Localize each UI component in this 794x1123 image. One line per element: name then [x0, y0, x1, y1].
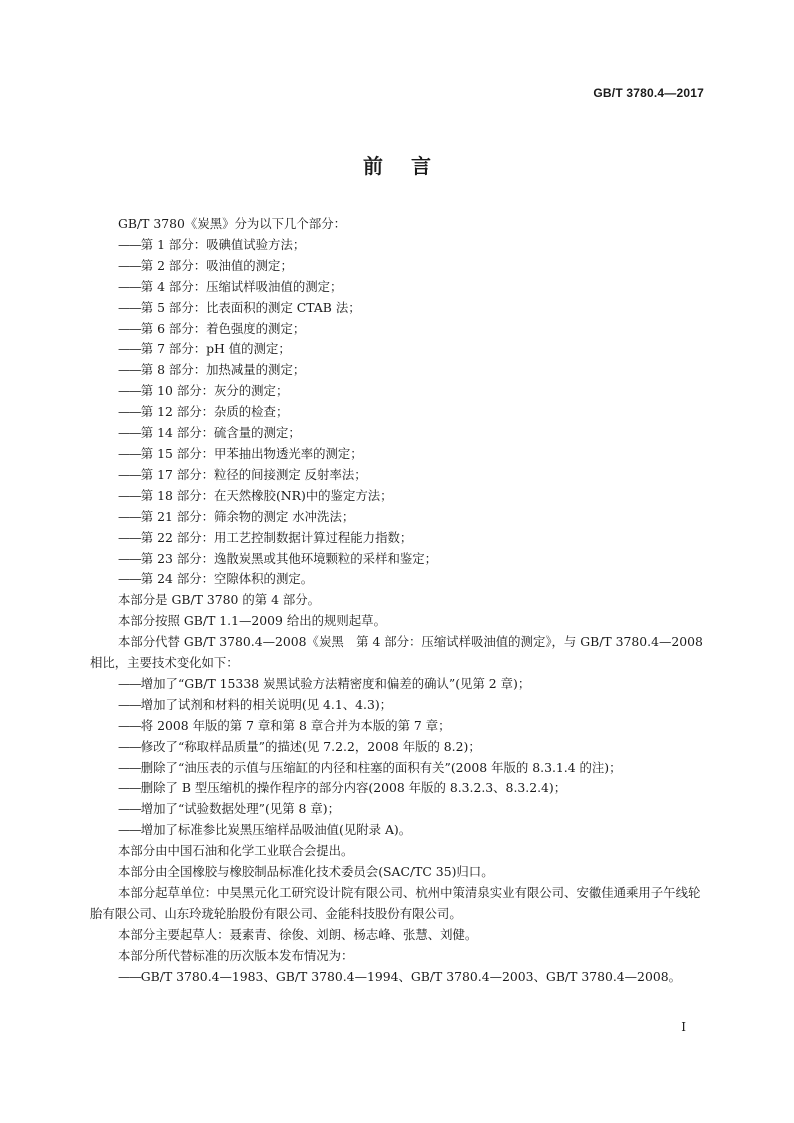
parts-list-item: —— 第 18 部分：在天然橡胶(NR)中的鉴定方法；: [90, 486, 704, 507]
changes-list-item: —— 修改了“称取样品质量”的描述(见 7.2.2，2008 年版的 8.2)；: [90, 737, 704, 758]
changes-list-item: —— 删除了 B 型压缩机的操作程序的部分内容(2008 年版的 8.3.2.3、8.3.2.4)；: [90, 778, 704, 799]
parts-list-item: —— 第 1 部分：吸碘值试验方法；: [90, 235, 704, 256]
parts-list-item: —— 第 4 部分：压缩试样吸油值的测定；: [90, 277, 704, 298]
page-title: 前言: [363, 154, 459, 178]
changes-list-item: —— 增加了试剂和材料的相关说明(见 4.1、4.3)；: [90, 695, 704, 716]
changes-list-item: —— 增加了“试验数据处理”(见第 8 章)；: [90, 799, 704, 820]
parts-list-item: —— 第 8 部分：加热减量的测定；: [90, 360, 704, 381]
parts-list-item: —— 第 6 部分：着色强度的测定；: [90, 319, 704, 340]
parts-list-item: —— 第 15 部分：甲苯抽出物透光率的测定；: [90, 444, 704, 465]
history-list-item: —— GB/T 3780.4—1983、GB/T 3780.4—1994、GB/T 3780.4—2003、GB/T 3780.4—2008。: [90, 967, 704, 988]
standard-code: GB/T 3780.4—2017: [593, 86, 704, 100]
intro-paragraph: GB/T 3780《炭黑》分为以下几个部分：: [118, 216, 346, 231]
changes-list: [90, 674, 704, 841]
changes-list-item: —— 删除了“油压表的示值与压缩缸的内径和柱塞的面积有关”(2008 年版的 8.3.1.4 的注)；: [90, 758, 704, 779]
jurisdiction-paragraph: 本部分由全国橡胶与橡胶制品标准化技术委员会(SAC/TC 35)归口。: [118, 864, 494, 880]
proposed-by-paragraph: 本部分由中国石油和化学工业联合会提出。: [118, 843, 354, 859]
parts-list-item: —— 第 14 部分：硫含量的测定；: [90, 423, 704, 444]
parts-list: [90, 235, 704, 590]
history-intro-paragraph: 本部分所代替标准的历次版本发布情况为：: [118, 947, 354, 963]
parts-list-item: —— 第 5 部分：比表面积的测定 CTAB 法；: [90, 298, 704, 319]
foreword-body: [90, 214, 704, 988]
parts-list-item: —— 第 12 部分：杂质的检查；: [90, 402, 704, 423]
parts-list-item: —— 第 23 部分：逸散炭黑或其他环境颗粒的采样和鉴定；: [90, 549, 704, 570]
drafting-rules-paragraph: 本部分按照 GB/T 1.1—2009 给出的规则起草。: [118, 613, 386, 629]
replaces-paragraph: 本部分代替 GB/T 3780.4—2008《炭黑 第 4 部分：压缩试样吸油值的测定》，与 GB/T 3780.4—2008 相比，主要技术变化如下：: [90, 634, 703, 671]
drafters-paragraph: 本部分主要起草人：聂素青、徐俊、刘朗、杨志峰、张慧、刘健。: [118, 926, 478, 942]
changes-list-item: —— 将 2008 年版的第 7 章和第 8 章合并为本版的第 7 章；: [90, 716, 704, 737]
changes-list-item: —— 增加了标准参比炭黑压缩样品吸油值(见附录 A)。: [90, 820, 704, 841]
parts-list-item: —— 第 24 部分：空隙体积的测定。: [90, 569, 704, 590]
parts-list-item: —— 第 17 部分：粒径的间接测定 反射率法；: [90, 465, 704, 486]
changes-list-item: —— 增加了“GB/T 15338 炭黑试验方法精密度和偏差的确认”(见第 2 章)；: [90, 674, 704, 695]
parts-list-item: —— 第 2 部分：吸油值的测定；: [90, 256, 704, 277]
parts-list-item: —— 第 10 部分：灰分的测定；: [90, 381, 704, 402]
parts-list-item: —— 第 22 部分：用工艺控制数据计算过程能力指数；: [90, 528, 704, 549]
is-part-paragraph: 本部分是 GB/T 3780 的第 4 部分。: [118, 592, 321, 608]
page-number: I: [681, 1020, 686, 1034]
parts-list-item: —— 第 7 部分：pH 值的测定；: [90, 339, 704, 360]
drafting-units-paragraph: 本部分起草单位：中昊黑元化工研究设计院有限公司、杭州中策清泉实业有限公司、安徽佳通乘用子午线轮胎有限公司、山东玲珑轮胎股份有限公司、金能科技股份有限公司。: [90, 885, 701, 921]
parts-list-item: —— 第 21 部分：筛余物的测定 水冲洗法；: [90, 507, 704, 528]
